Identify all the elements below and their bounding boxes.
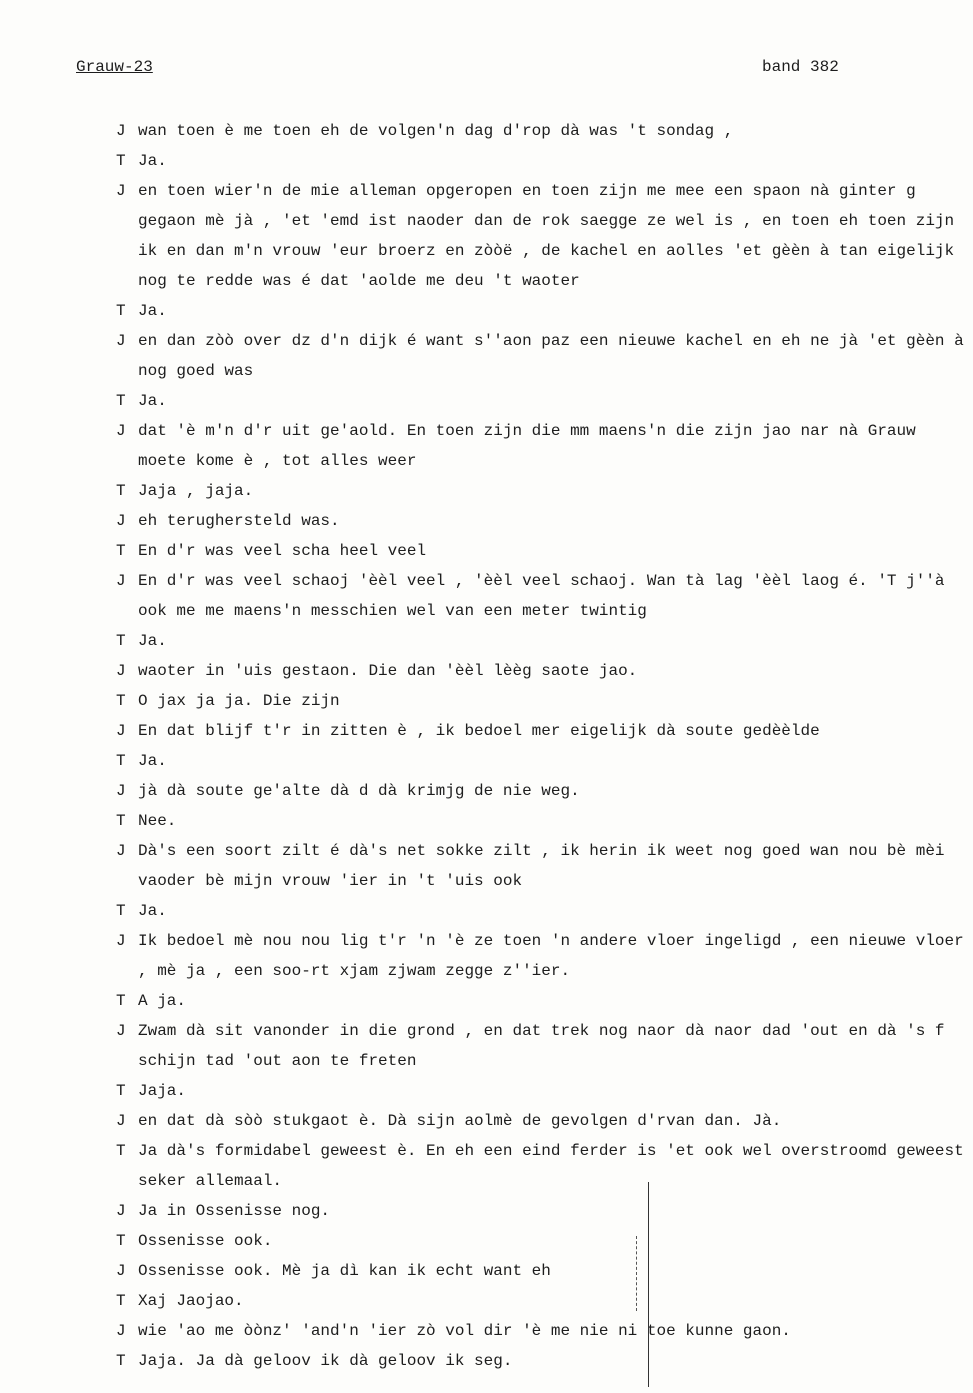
speaker-label: T — [116, 1142, 126, 1160]
transcript-turn — [116, 1316, 966, 1346]
transcript-turn — [116, 176, 966, 296]
transcript-turn — [116, 806, 966, 836]
speaker-label: J — [116, 122, 126, 140]
utterance-text: waoter in 'uis gestaon. Die dan 'èèl lèèg saote jao. — [138, 662, 638, 680]
document-id: Grauw-23 — [76, 58, 153, 76]
speaker-label: J — [116, 842, 126, 860]
transcript — [116, 116, 966, 1376]
utterance-text: En dat blijf t'r in zitten è , ik bedoel mer eigelijk dà soute gedèèlde — [138, 722, 820, 740]
tape-number: band 382 — [762, 58, 839, 76]
speaker-label: T — [116, 392, 126, 410]
transcript-turn — [116, 1226, 966, 1256]
speaker-label: T — [116, 1082, 126, 1100]
utterance-text: En d'r was veel schaoj 'èèl veel , 'èèl veel schaoj. Wan tà lag 'èèl laog é. 'T j''à ook me me maens'n messchien wel van een meter twintig — [138, 572, 945, 620]
utterance-text: Ja. — [138, 302, 167, 320]
transcript-turn — [116, 1016, 966, 1076]
transcript-turn — [116, 566, 966, 626]
transcript-turn — [116, 686, 966, 716]
speaker-label: J — [116, 1112, 126, 1130]
utterance-text: wie 'ao me òònz' 'and'n 'ier zò vol dir 'è me nie ni toe kunne gaon. — [138, 1322, 791, 1340]
utterance-text: Xaj Jaojao. — [138, 1292, 244, 1310]
utterance-text: Ossenisse ook. — [138, 1232, 273, 1250]
speaker-label: T — [116, 152, 126, 170]
transcript-turn — [116, 1286, 966, 1316]
transcript-turn — [116, 626, 966, 656]
speaker-label: J — [116, 182, 126, 200]
utterance-text: Jaja. Ja dà geloov ik dà geloov ik seg. — [138, 1352, 513, 1370]
margin-tick — [636, 1236, 637, 1311]
transcript-turn — [116, 836, 966, 896]
utterance-text: En d'r was veel scha heel veel — [138, 542, 427, 560]
transcript-turn — [116, 1346, 966, 1376]
transcript-turn — [116, 776, 966, 806]
utterance-text: Ja. — [138, 632, 167, 650]
speaker-label: T — [116, 752, 126, 770]
speaker-label: T — [116, 632, 126, 650]
utterance-text: en toen wier'n de mie alleman opgeropen en toen zijn me mee een spaon nà ginter g gegaon mè jà , 'et 'emd ist naoder dan de rok saegge ze wel is , en toen eh toen zijn ik en dan m'n vrouw 'eur broerz en zòòë , de kachel en aolles 'et gèèn à tan eigelijk nog te redde was é dat 'aolde me deu 't waoter — [138, 182, 955, 290]
speaker-label: T — [116, 902, 126, 920]
speaker-label: J — [116, 932, 126, 950]
speaker-label: J — [116, 1262, 126, 1280]
utterance-text: Zwam dà sit vanonder in die grond , en dat trek nog naor dà naor dad 'out en dà 's f schijn tad 'out aon te freten — [138, 1022, 945, 1070]
speaker-label: J — [116, 1022, 126, 1040]
transcript-turn — [116, 716, 966, 746]
speaker-label: J — [116, 1322, 126, 1340]
speaker-label: T — [116, 302, 126, 320]
speaker-label: T — [116, 992, 126, 1010]
speaker-label: J — [116, 722, 126, 740]
transcript-turn — [116, 1076, 966, 1106]
transcript-turn — [116, 1136, 966, 1196]
utterance-text: Ja. — [138, 392, 167, 410]
transcript-turn — [116, 1196, 966, 1226]
speaker-label: T — [116, 1232, 126, 1250]
transcript-turn — [116, 986, 966, 1016]
transcript-turn — [116, 146, 966, 176]
transcript-turn — [116, 656, 966, 686]
utterance-text: O jax ja ja. Die zijn — [138, 692, 340, 710]
speaker-label: J — [116, 332, 126, 350]
transcript-turn — [116, 296, 966, 326]
speaker-label: J — [116, 572, 126, 590]
transcript-turn — [116, 926, 966, 986]
speaker-label: J — [116, 1202, 126, 1220]
utterance-text: Nee. — [138, 812, 177, 830]
utterance-text: en dan zòò over dz d'n dijk é want s''aon paz een nieuwe kachel en eh ne jà 'et gèèn à nog goed was — [138, 332, 964, 380]
utterance-text: Ja. — [138, 902, 167, 920]
utterance-text: Ja. — [138, 752, 167, 770]
utterance-text: Ja. — [138, 152, 167, 170]
speaker-label: T — [116, 482, 126, 500]
utterance-text: Ja dà's formidabel geweest è. En eh een eind ferder is 'et ook wel overstroomd geweest seker allemaal. — [138, 1142, 964, 1190]
utterance-text: A ja. — [138, 992, 187, 1010]
speaker-label: T — [116, 692, 126, 710]
utterance-text: wan toen è me toen eh de volgen'n dag d'rop dà was 't sondag , — [138, 122, 734, 140]
utterance-text: Ja in Ossenisse nog. — [138, 1202, 331, 1220]
utterance-text: en dat dà sòò stukgaot è. Dà sijn aolmè de gevolgen d'rvan dan. Jà. — [138, 1112, 782, 1130]
transcript-turn — [116, 326, 966, 386]
transcript-turn — [116, 506, 966, 536]
speaker-label: T — [116, 1352, 126, 1370]
transcript-turn — [116, 1256, 966, 1286]
transcript-turn — [116, 1106, 966, 1136]
utterance-text: Jaja. — [138, 1082, 187, 1100]
transcript-turn — [116, 386, 966, 416]
speaker-label: J — [116, 512, 126, 530]
speaker-label: T — [116, 542, 126, 560]
speaker-label: J — [116, 782, 126, 800]
utterance-text: Ossenisse ook. Mè ja dì kan ik echt want eh — [138, 1262, 551, 1280]
utterance-text: eh terughersteld was. — [138, 512, 340, 530]
transcript-turn — [116, 536, 966, 566]
transcript-turn — [116, 746, 966, 776]
utterance-text: Ik bedoel mè nou nou lig t'r 'n 'è ze toen 'n andere vloer ingeligd , een nieuwe vloer , mè ja , een soo-rt xjam zjwam zegge z''ier. — [138, 932, 964, 980]
transcript-turn — [116, 416, 966, 476]
transcript-turn — [116, 116, 966, 146]
speaker-label: T — [116, 1292, 126, 1310]
utterance-text: Jaja , jaja. — [138, 482, 254, 500]
transcript-turn — [116, 896, 966, 926]
margin-line — [648, 1182, 649, 1387]
transcript-turn — [116, 476, 966, 506]
speaker-label: T — [116, 812, 126, 830]
speaker-label: J — [116, 662, 126, 680]
speaker-label: J — [116, 422, 126, 440]
utterance-text: jà dà soute ge'alte dà d dà krimjg de nie weg. — [138, 782, 580, 800]
utterance-text: Dà's een soort zilt é dà's net sokke zilt , ik herin ik weet nog goed wan nou bè mèi vaoder bè mijn vrouw 'ier in 't 'uis ook — [138, 842, 945, 890]
utterance-text: dat 'è m'n d'r uit ge'aold. En toen zijn die mm maens'n die zijn jao nar nà Grauw moete kome è , tot alles weer — [138, 422, 916, 470]
